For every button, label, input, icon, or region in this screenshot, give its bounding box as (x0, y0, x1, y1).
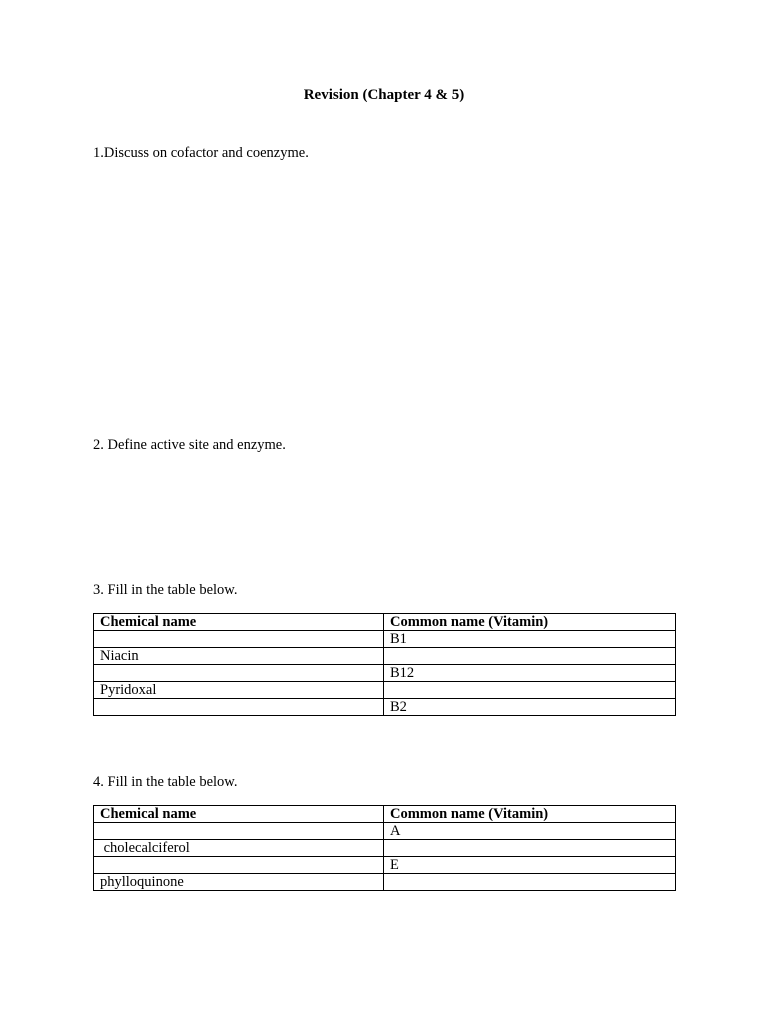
question-4: 4. Fill in the table below. (93, 774, 238, 790)
question-1: 1.Discuss on cofactor and coenzyme. (93, 145, 309, 161)
chemical-name-cell: Pyridoxal (94, 682, 384, 699)
table-row (94, 823, 676, 840)
question-3: 3. Fill in the table below. (93, 582, 238, 598)
table-row (94, 665, 676, 682)
chemical-name-cell: cholecalciferol (94, 840, 384, 857)
chemical-name-cell (94, 823, 384, 840)
table-row (94, 699, 676, 716)
table-header-row (94, 614, 676, 631)
common-name-cell: E (384, 857, 676, 874)
header-common-name: Common name (Vitamin) (384, 806, 676, 823)
question-2: 2. Define active site and enzyme. (93, 437, 286, 453)
chemical-name-cell (94, 857, 384, 874)
header-common-name: Common name (Vitamin) (384, 614, 676, 631)
header-chemical-name: Chemical name (94, 614, 384, 631)
header-chemical-name: Chemical name (94, 806, 384, 823)
chemical-name-cell (94, 699, 384, 716)
table-row (94, 631, 676, 648)
common-name-cell: B2 (384, 699, 676, 716)
table-row (94, 874, 676, 891)
chemical-name-cell: Niacin (94, 648, 384, 665)
common-name-cell (384, 682, 676, 699)
common-name-cell (384, 840, 676, 857)
vitamin-table-1 (93, 613, 676, 716)
chemical-name-cell: phylloquinone (94, 874, 384, 891)
common-name-cell: A (384, 823, 676, 840)
table-row (94, 648, 676, 665)
table-header-row (94, 806, 676, 823)
chemical-name-cell (94, 665, 384, 682)
page-title: Revision (Chapter 4 & 5) (303, 87, 465, 103)
table-row (94, 840, 676, 857)
chemical-name-cell (94, 631, 384, 648)
common-name-cell (384, 874, 676, 891)
common-name-cell (384, 648, 676, 665)
table-row (94, 857, 676, 874)
table-row (94, 682, 676, 699)
vitamin-table-2 (93, 805, 676, 891)
common-name-cell: B12 (384, 665, 676, 682)
common-name-cell: B1 (384, 631, 676, 648)
